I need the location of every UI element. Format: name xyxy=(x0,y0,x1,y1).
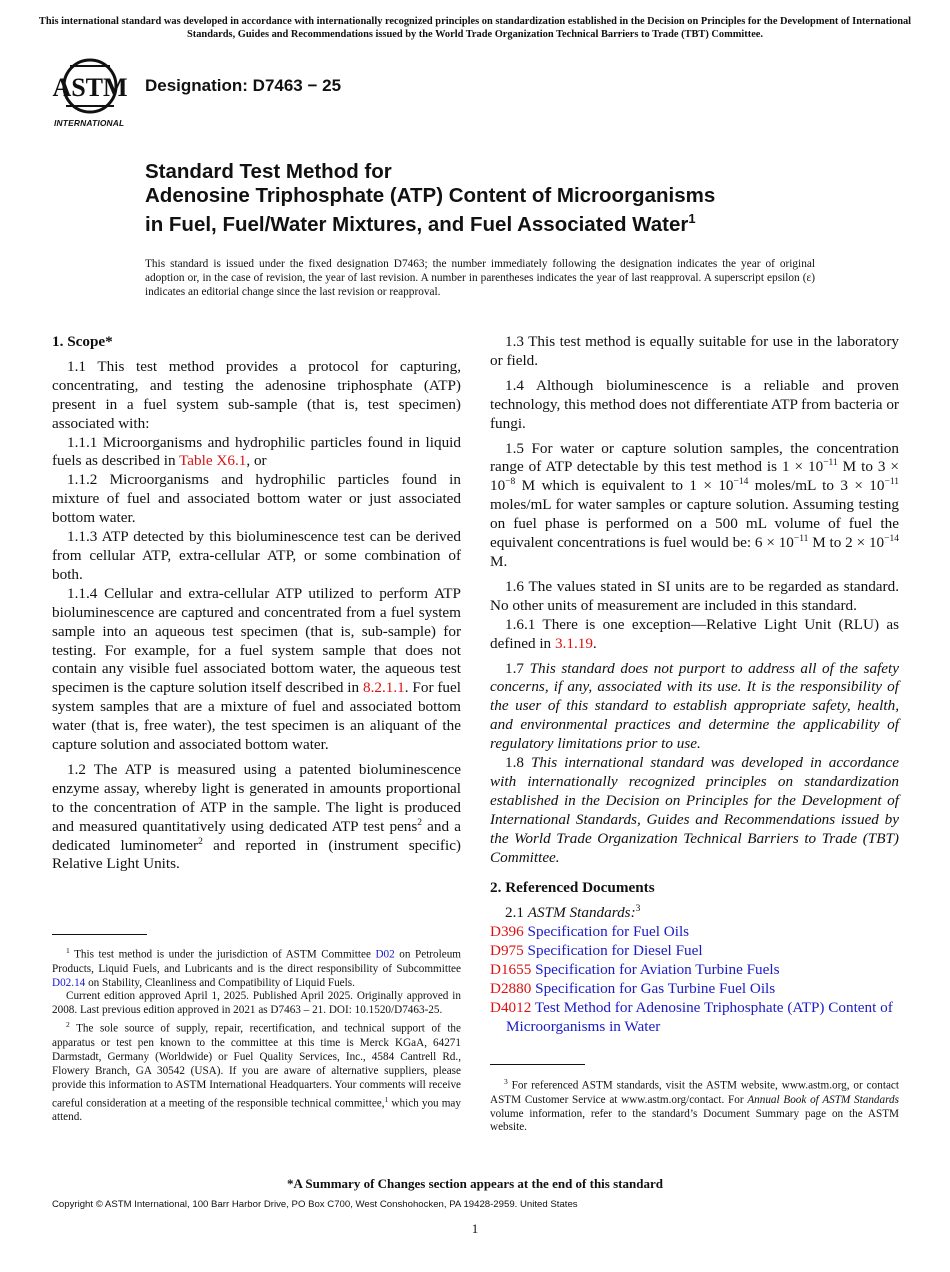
logo-text: INTERNATIONAL xyxy=(54,118,125,128)
footnote-ref-2b[interactable]: 2 xyxy=(198,836,203,847)
ref-item-d396[interactable]: D396 Specification for Fuel Oils xyxy=(490,923,690,941)
footnote-1: $^1$ This test method is under the jurisdiction of ASTM Committee D02 on Petroleum Products, Liquid Fuels, and Lubricants and is the direct responsibility of Subcommittee D02.14 on Stability, Cleanliness and Compatibility of Liquid Fuels. xyxy=(52,946,461,989)
referenced-documents-heading: 2. Referenced Documents xyxy=(490,879,655,897)
ref-item-d975[interactable]: D975 Specification for Diesel Fuel xyxy=(490,942,703,960)
para-1-1-2: 1.1.2 Microorganisms and hydrophilic particles found in mixture of fuel and associated bottom water or just associated bottom water. xyxy=(52,471,461,527)
tbt-notice: This international standard was developed in accordance with internationally recognized principles on standardization established in the Decision on Principles for the Development of International Standards, Guides and Recommendations issued by the World Trade Organization Technical Barriers to Trade (TBT) Committee. xyxy=(38,16,912,40)
issued-note: This standard is issued under the fixed designation D7463; the number immediately following the designation indicates the year of original adoption or, in the case of revision, the year of last revision. A number in parentheses indicates the year of last reapproval. A superscript epsilon (ε) indicates an editorial change since the last revision or reapproval. xyxy=(145,258,815,299)
footnote-2: $^2$ The sole source of supply, repair, recertification, and technical support of the apparatus or test pen known to the committee at this time is Merck KGaA, 64271 Darmstadt, Germany (Worldwide) or Fuel Quality Services, Inc., 4584 Cantrell Rd., Flowery Branch, GA 30542 (USA). If you are aware of alternative suppliers, please provide this information to ASTM International Headquarters. Your comments will receive careful consideration at a meeting of the responsible technical committee,$^1$ which you may attend. xyxy=(52,1020,461,1124)
ref-item-d1655[interactable]: D1655 Specification for Aviation Turbine Fuels xyxy=(490,961,780,979)
svg-text:ASTM: ASTM xyxy=(52,73,128,102)
link-d02-14[interactable]: D02.14 xyxy=(52,976,86,989)
footnotes-left xyxy=(52,944,461,1125)
ref-item-d2880[interactable]: D2880 Specification for Gas Turbine Fuel Oils xyxy=(490,980,776,997)
right-column xyxy=(490,333,899,1037)
title-footnote-mark[interactable]: 1 xyxy=(688,211,696,226)
title-line-3: in Fuel, Fuel/Water Mixtures, and Fuel Associated Water$^1$ xyxy=(145,211,696,236)
footnote-rule-left xyxy=(52,934,147,935)
copyright-line: Copyright © ASTM International, 100 Barr Harbor Drive, PO Box C700, West Conshohocken, PA 19428-2959. United States xyxy=(52,1199,578,1210)
footnote-3: $^3$ For referenced ASTM standards, visit the ASTM website, www.astm.org, or contact ASTM Customer Service at www.astm.org/contact. For Annual Book of ASTM Standards volume information, refer to the standard’s Document Summary page on the ASTM website. xyxy=(490,1077,899,1134)
link-table-x6-1[interactable]: Table X6.1 xyxy=(179,452,247,470)
para-1-6-1: 1.6.1 There is one exception—Relative Light Unit (RLU) as defined in 3.1.19. xyxy=(490,615,899,652)
para-1-7: 1.7 This standard does not purport to address all of the safety concerns, if any, associated with its use. It is the responsibility of the user of this standard to establish appropriate safety, health, and environmental practices and determine the applicability of regulatory limitations prior to use. xyxy=(490,659,900,753)
para-1-1: 1.1 This test method provides a protocol for capturing, concentrating, and testing the adenosine triphosphate (ATP) present in a fuel system sub-sample (that is, test specimen) associated with: xyxy=(52,357,461,432)
para-1-3: 1.3 This test method is equally suitable for use in the laboratory or field. xyxy=(490,333,899,369)
referenced-standards-list xyxy=(490,923,899,1036)
para-1-2: 1.2 The ATP is measured using a patented bioluminescence enzyme assay, whereby light is generated in amounts proportional to the concentration of ATP in the sample. The light is produced and measured quantitatively using dedicated ATP test pens$^2$ and a dedicated luminometer$^2$ and reported in (instrument specific) Relative Light Units. xyxy=(52,760,461,873)
link-3-1-19[interactable]: 3.1.19 xyxy=(554,634,593,652)
page-number: 1 xyxy=(471,1221,479,1236)
footnotes-right xyxy=(490,1075,899,1135)
summary-of-changes-notice: *A Summary of Changes section appears at the end of this standard xyxy=(287,1176,663,1191)
para-1-8: 1.8 This international standard was developed in accordance with internationally recognized principles on standardization established in the Decision on Principles for the Development of International Standards, Guides and Recommendations issued by the World Trade Organization Technical Barriers to Trade (TBT) Committee. xyxy=(490,754,900,866)
footnote-ref-2a[interactable]: 2 xyxy=(417,817,423,828)
link-8-2-1-1[interactable]: 8.2.1.1 xyxy=(362,679,405,697)
para-1-1-3: 1.1.3 ATP detected by this bioluminescence test can be derived from cellular ATP, extra-cellular ATP, or some combination of both. xyxy=(52,528,461,583)
astm-logo xyxy=(52,56,136,132)
link-d02[interactable]: D02 xyxy=(375,948,395,961)
para-1-5: 1.5 For water or capture solution samples, the concentration range of ATP detectable by this test method is $1 \times 10^{-11}$ M to $3 \times 10^{-8}$ M which is equivalent to $1 \times 10^{-14}$ moles/mL to $3 \times 10^{-11}$ moles/mL for water samples or capture solution. Assuming testing on fuel phase is performed on a 500 mL volume of fuel the equivalent concentrations is fuel would be: $6 \times 10^{-11}$ M to $2 \times 10^{-14}$ M. xyxy=(490,439,900,570)
para-1-1-1: 1.1.1 Microorganisms and hydrophilic particles found in liquid fuels as described in Table X6.1, or xyxy=(52,433,461,470)
document-title xyxy=(145,160,845,236)
designation: Designation: D7463 − 25 xyxy=(145,76,342,95)
footnote-rule-right xyxy=(490,1064,585,1065)
ref-item-d4012[interactable]: D4012 Test Method for Adenosine Triphosphate (ATP) Content of Microorganisms in Water xyxy=(490,998,893,1035)
footnote-1-edition: Current edition approved April 1, 2025. Published April 2025. Originally approved in 2008. Last previous edition approved in 2021 as D7463 – 21. DOI: 10.1520/D7463-25. xyxy=(52,990,461,1017)
scope-heading: 1. Scope* xyxy=(52,333,113,350)
left-column xyxy=(52,333,461,874)
para-2-1: 2.1 ASTM Standards:$^3$ xyxy=(505,904,641,922)
para-1-4: 1.4 Although bioluminescence is a reliable and proven technology, this method does not differentiate ATP from bacteria or fungi. xyxy=(490,376,899,432)
title-line-2: Adenosine Triphosphate (ATP) Content of Microorganisms xyxy=(145,183,716,207)
para-1-1-4: 1.1.4 Cellular and extra-cellular ATP utilized to perform ATP bioluminescence are captured and concentrated from a fuel system sample into an aqueous test specimen (that is, sub-sample) for testing. For example, for a fuel system sample that does not contain any visible fuel associated bottom water, the aqueous test specimen is the capture solution itself described in 8.2.1.1. For fuel system samples that are a mixture of fuel and associated bottom water (that is, free water), the test specimen is an aliquant of the capture solution and associated bottom water. xyxy=(52,584,461,754)
title-line-1: Standard Test Method for xyxy=(145,160,392,183)
footnote-ref-3[interactable]: 3 xyxy=(635,904,641,915)
para-1-6: 1.6 The values stated in SI units are to be regarded as standard. No other units of measurement are included in this standard. xyxy=(490,577,899,614)
